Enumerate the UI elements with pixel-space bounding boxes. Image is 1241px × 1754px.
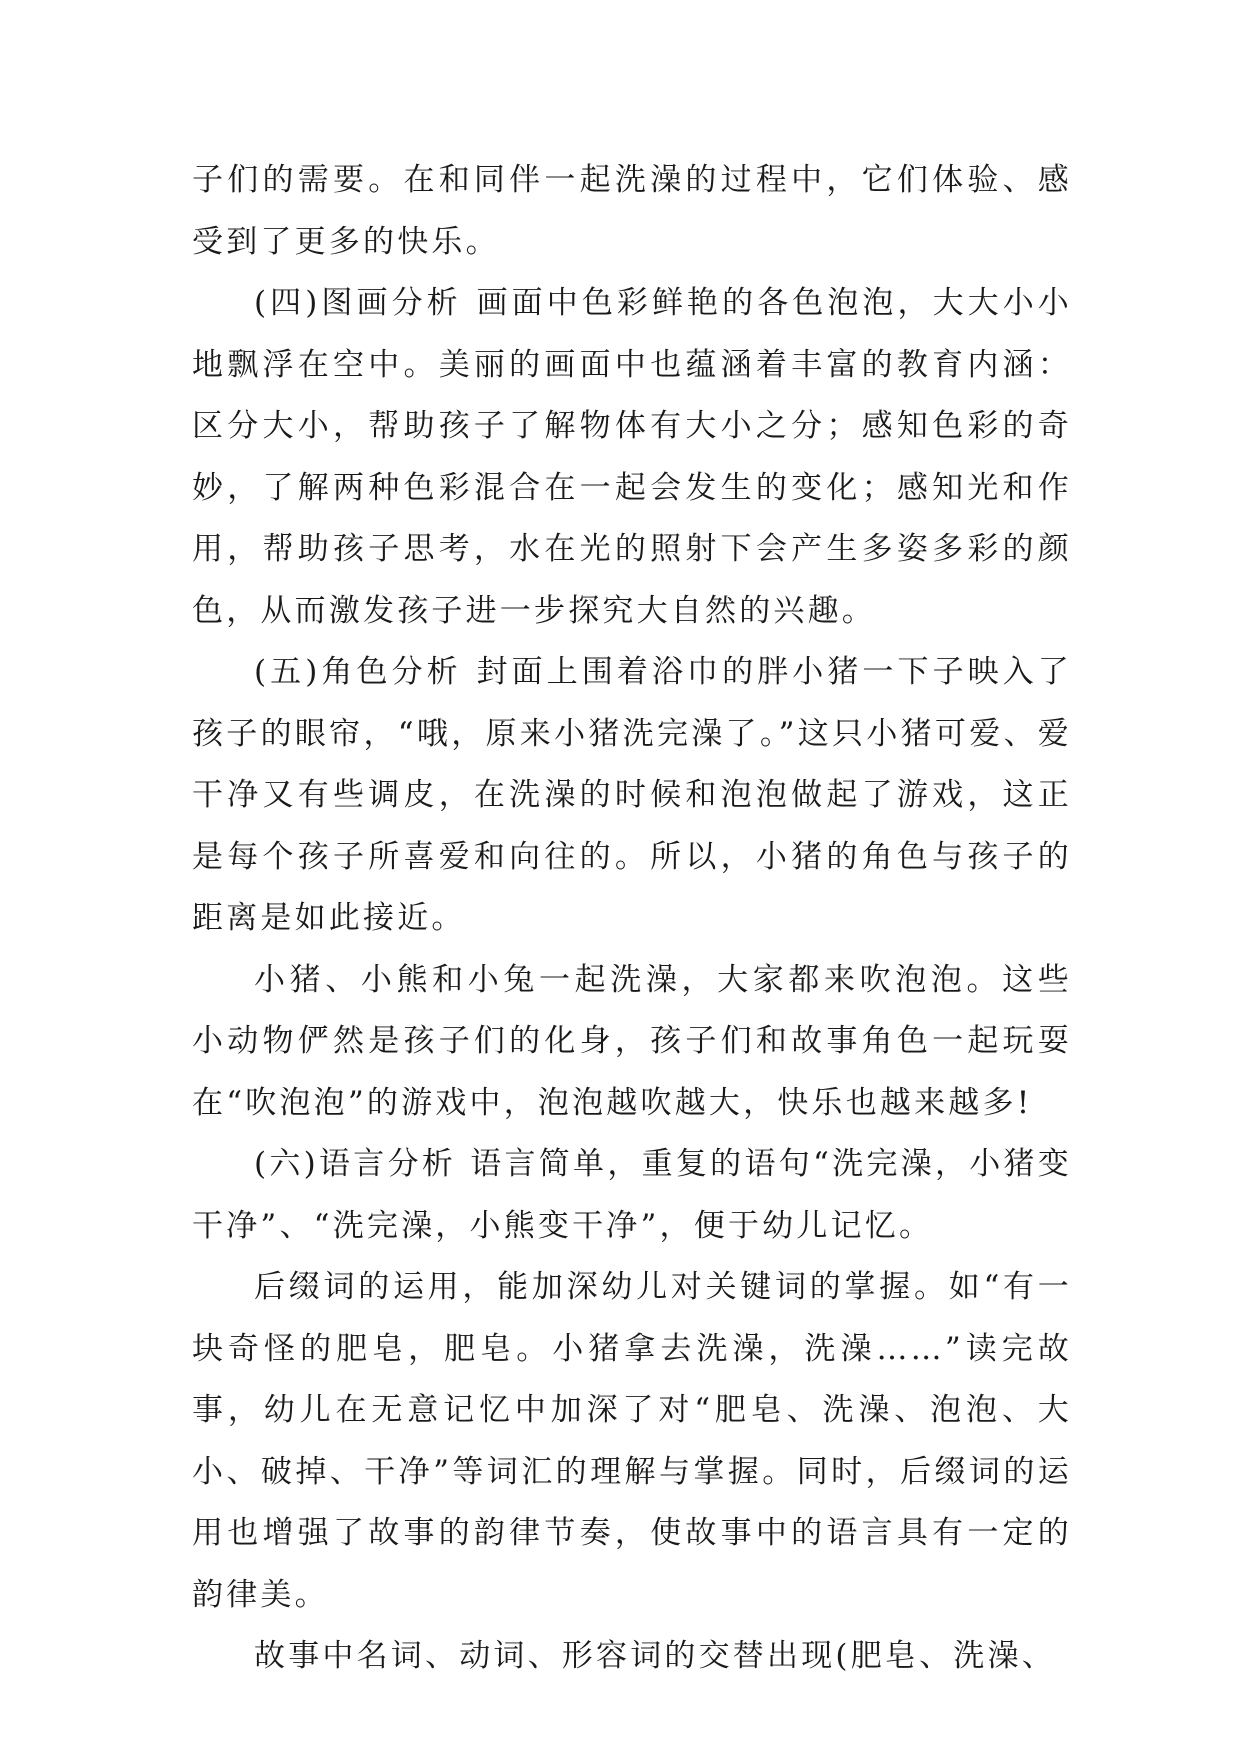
section-heading-language: (六)语言分析 <box>254 1146 457 1182</box>
paragraph-language-analysis <box>192 1134 1072 1257</box>
paragraph-text: 子们的需要。在和同伴一起洗澡的过程中，它们体验、感受到了更多的快乐。 <box>192 162 1072 260</box>
paragraph-word-types <box>192 1626 1072 1688</box>
section-heading-illustration: (四)图画分析 <box>254 285 462 321</box>
paragraph-text: 小猪、小熊和小兔一起洗澡，大家都来吹泡泡。这些小动物俨然是孩子们的化身，孩子们和故事角色一起玩耍在“吹泡泡”的游戏中，泡泡越吹越大，快乐也越来越多! <box>192 961 1072 1121</box>
paragraph-illustration-analysis <box>192 273 1072 642</box>
paragraph-text: 封面上围着浴巾的胖小猪一下子映入了孩子的眼帘，“哦，原来小猪洗完澡了。”这只小猪可爱、爱干净又有些调皮，在洗澡的时候和泡泡做起了游戏，这正是每个孩子所喜爱和向往的。所以，小猪的角色与孩子的距离是如此接近。 <box>192 654 1072 936</box>
paragraph-character-analysis <box>192 642 1072 950</box>
paragraph-suffix-words <box>192 1257 1072 1626</box>
paragraph-bubbles <box>192 950 1072 1135</box>
document-body <box>192 150 1072 1688</box>
paragraph-text: 故事中名词、动词、形容词的交替出现(肥皂、洗澡、 <box>254 1638 1056 1674</box>
paragraph-text: 语言简单，重复的语句“洗完澡，小猪变干净”、“洗完澡，小熊变干净”，便于幼儿记忆。 <box>192 1146 1072 1244</box>
paragraph-text: 画面中色彩鲜艳的各色泡泡，大大小小地飘浮在空中。美丽的画面中也蕴涵着丰富的教育内涵：区分大小，帮助孩子了解物体有大小之分；感知色彩的奇妙，了解两种色彩混合在一起会发生的变化；感知光和作用，帮助孩子思考，水在光的照射下会产生多姿多彩的颜色，从而激发孩子进一步探究大自然的兴趣。 <box>192 285 1072 629</box>
section-heading-character: (五)角色分析 <box>254 654 462 690</box>
paragraph-continuation <box>192 150 1072 273</box>
paragraph-text: 后缀词的运用，能加深幼儿对关键词的掌握。如“有一块奇怪的肥皂，肥皂。小猪拿去洗澡，洗澡……”读完故事，幼儿在无意记忆中加深了对“肥皂、洗澡、泡泡、大小、破掉、干净”等词汇的理解与掌握。同时，后缀词的运用也增强了故事的韵律节奏，使故事中的语言具有一定的韵律美。 <box>192 1269 1072 1613</box>
